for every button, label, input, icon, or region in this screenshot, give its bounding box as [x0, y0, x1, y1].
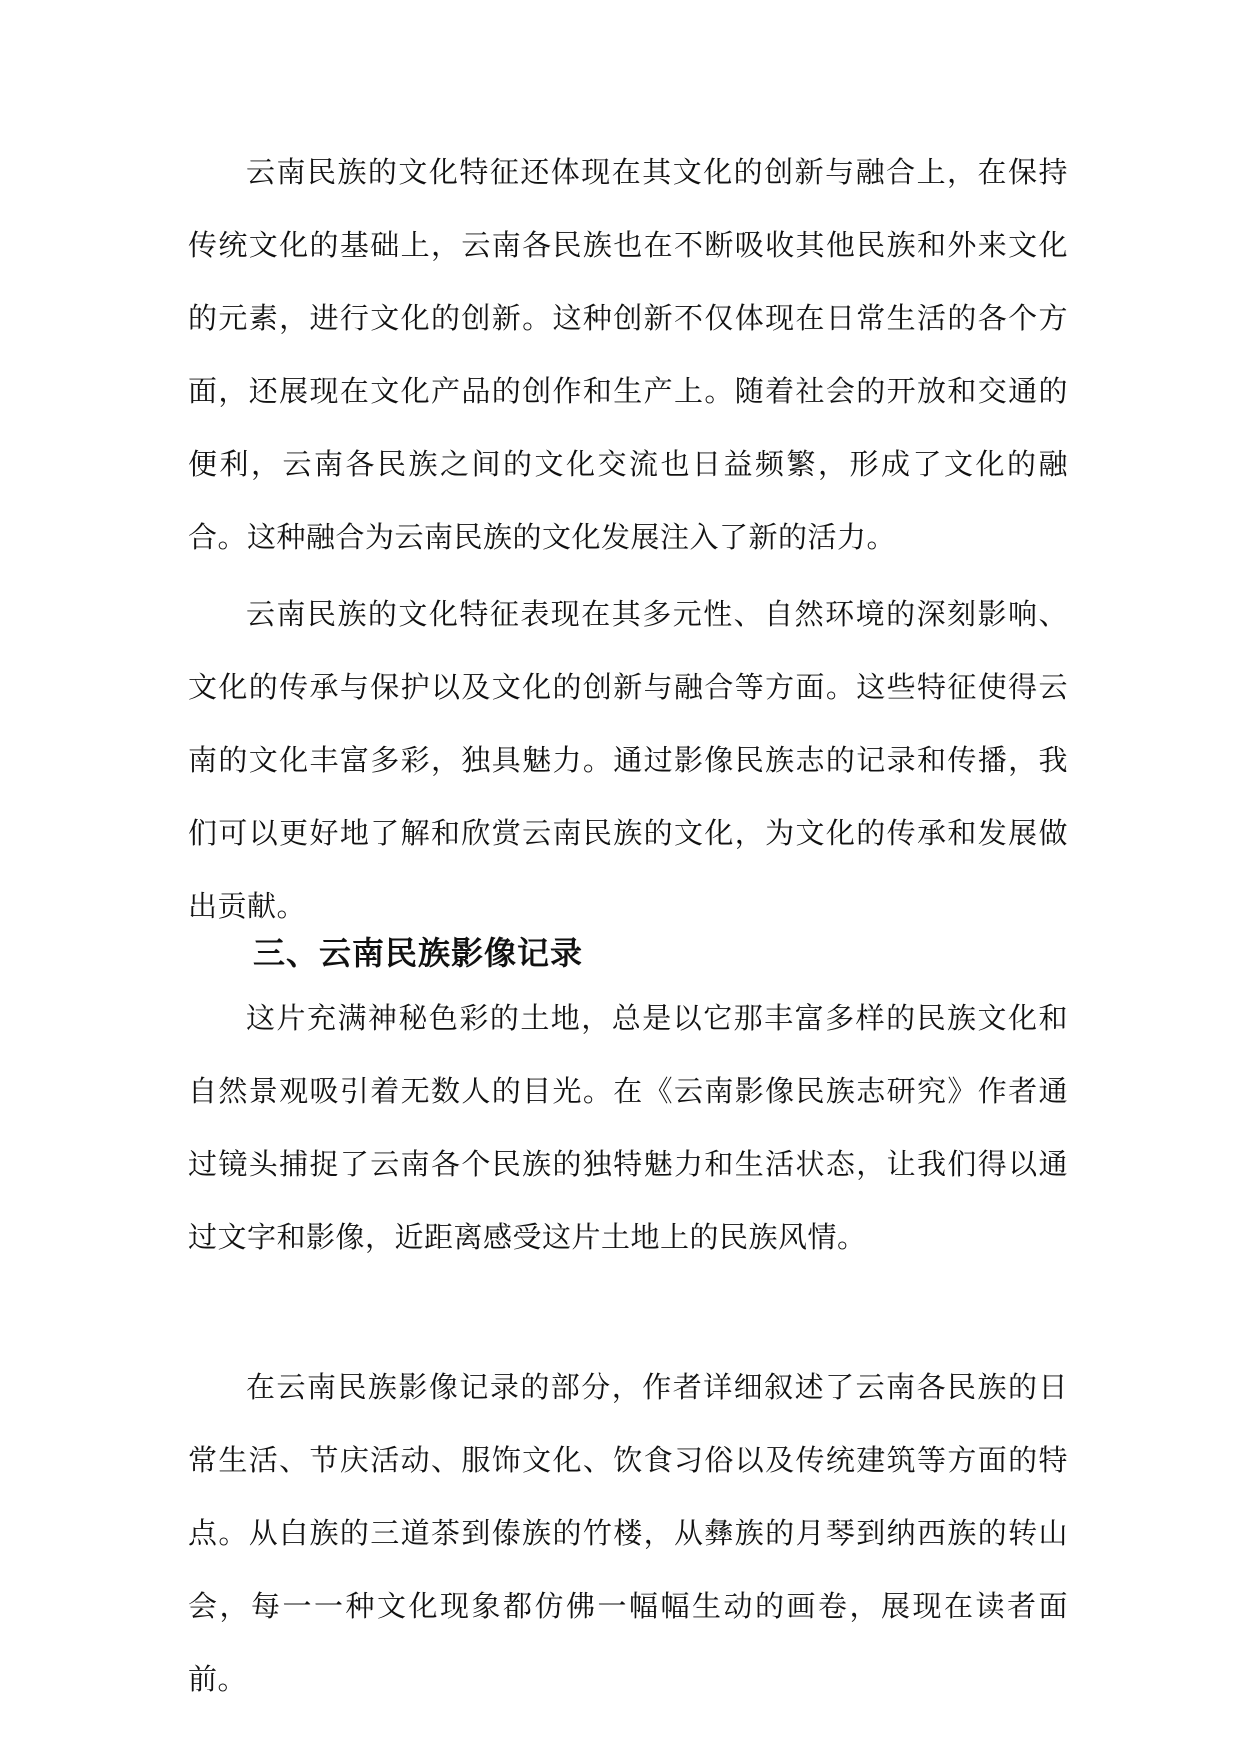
section-paragraph: 这片充满神秘色彩的土地，总是以它那丰富多样的民族文化和自然景观吸引着无数人的目光。在《云南影像民族志研究》作者通过镜头捕捉了云南各个民族的独特魅力和生活状态，让我们得以通过文字和影像，近距离感受这片土地上的民族风情。 — [188, 1001, 1068, 1254]
section-paragraph: 在云南民族影像记录的部分，作者详细叙述了云南各民族的日常生活、节庆活动、服饰文化、饮食习俗以及传统建筑等方面的特点。从白族的三道茶到傣族的竹楼，从彝族的月琴到纳西族的转山会，每一一种文化现象都仿佛一幅幅生动的画卷，展现在读者面前。 — [188, 1370, 1068, 1696]
section-heading: 三、云南民族影像记录 — [253, 934, 584, 972]
body-paragraph: 云南民族的文化特征表现在其多元性、自然环境的深刻影响、文化的传承与保护以及文化的创新与融合等方面。这些特征使得云南的文化丰富多彩，独具魅力。通过影像民族志的记录和传播，我们可以更好地了解和欣赏云南民族的文化，为文化的传承和发展做出贡献。 — [188, 597, 1068, 923]
body-paragraph: 云南民族的文化特征还体现在其文化的创新与融合上，在保持传统文化的基础上，云南各民族也在不断吸收其他民族和外来文化的元素，进行文化的创新。这种创新不仅体现在日常生活的各个方面，还展现在文化产品的创作和生产上。随着社会的开放和交通的便利，云南各民族之间的文化交流也日益频繁，形成了文化的融合。这种融合为云南民族的文化发展注入了新的活力。 — [188, 155, 1068, 554]
